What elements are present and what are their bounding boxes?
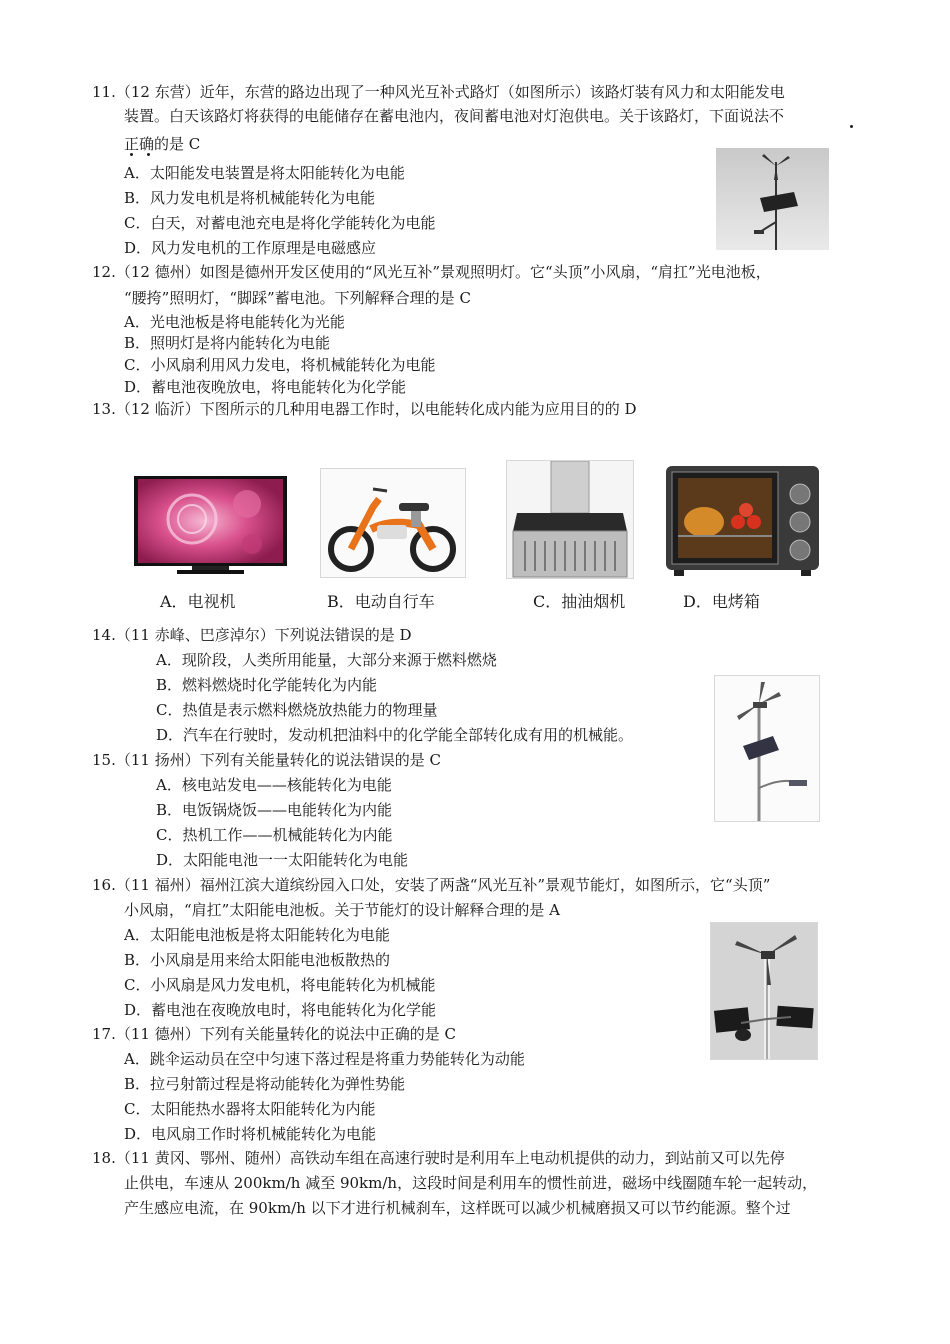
q16-option-c: C．小风扇是风力发电机，将电能转化为机械能 (124, 976, 436, 994)
q13-line1: 13.（12 临沂）下图所示的几种用电器工作时，以电能转化成内能为应用目的的 D (92, 400, 637, 418)
q13-label-b: B．电动自行车 (327, 592, 435, 611)
q11-option-c: C．白天，对蓄电池充电是将化学能转化为电能 (124, 214, 436, 232)
q17-option-a: A．跳伞运动员在空中匀速下落过程是将重力势能转化为动能 (124, 1050, 525, 1068)
q15-option-d: D．太阳能电池一一太阳能转化为电能 (156, 851, 409, 869)
q15-line1: 15.（11 扬州）下列有关能量转化的说法错误的是 C (92, 751, 441, 769)
q17-line1: 17.（11 德州）下列有关能量转化的说法中正确的是 C (92, 1025, 456, 1043)
q12-option-d: D．蓄电池夜晚放电，将电能转化为化学能 (124, 378, 407, 396)
q12-option-c: C．小风扇利用风力发电，将机械能转化为电能 (124, 356, 436, 374)
q12-line2: “腰挎”照明灯，“脚踩”蓄电池。下列解释合理的是 C (124, 289, 471, 307)
q18-line2: 止供电，车速从 200km/h 减至 90km/h，这段时间是利用车的惯性前进，磁场中线圈随车轮一起转动， (124, 1174, 818, 1192)
emphasis-dot (147, 153, 150, 156)
q14-line1: 14.（11 赤峰、巴彦淖尔）下列说法错误的是 D (92, 626, 412, 644)
q14-option-d: D．汽车在行驶时，发动机把油料中的化学能全部转化成有用的机械能。 (156, 726, 634, 744)
emphasis-dot (850, 125, 853, 128)
q12-line1: 12.（12 德州）如图是德州开发区使用的“风光互补”景观照明灯。它“头顶”小风扇，“肩扛”光电池板， (92, 263, 771, 281)
q11-line1: 11.（12 东营）近年，东营的路边出现了一种风光互补式路灯（如图所示）该路灯装有风力和太阳能发电 (92, 83, 785, 101)
q11-option-b: B．风力发电机是将机械能转化为电能 (124, 189, 376, 207)
street-lamp-photo-q11 (716, 148, 829, 250)
q16-option-d: D．蓄电池在夜晚放电时，将电能转化为化学能 (124, 1001, 437, 1019)
q12-option-a: A．光电池板是将电能转化为光能 (124, 313, 345, 331)
q13-label-a: A．电视机 (160, 592, 236, 611)
q12-option-b: B．照明灯是将内能转化为电能 (124, 334, 331, 352)
q17-option-c: C．太阳能热水器将太阳能转化为内能 (124, 1100, 376, 1118)
q14-option-b: B．燃料燃烧时化学能转化为内能 (156, 676, 378, 694)
electric-oven-photo (664, 462, 821, 578)
emphasis-dot (130, 153, 133, 156)
tv-photo (132, 474, 289, 576)
q17-option-b: B．拉弓射箭过程是将动能转化为弹性势能 (124, 1075, 406, 1093)
electric-bicycle-photo (320, 468, 466, 578)
wind-solar-lamp-photo-q16 (710, 922, 818, 1060)
q15-option-a: A．核电站发电——核能转化为电能 (156, 776, 392, 794)
q11-line2: 装置。白天该路灯将获得的电能储存在蓄电池内，夜间蓄电池对灯泡供电。关于该路灯，下面说法不 (124, 107, 785, 125)
q14-option-a: A．现阶段，人类所用能量，大部分来源于燃料燃烧 (156, 651, 497, 669)
q15-option-b: B．电饭锅烧饭——电能转化为内能 (156, 801, 393, 819)
q11-option-d: D．风力发电机的工作原理是电磁感应 (124, 239, 377, 257)
q11-option-a: A．太阳能发电装置是将太阳能转化为电能 (124, 164, 405, 182)
q18-line1: 18.（11 黄冈、鄂州、随州）高铁动车组在高速行驶时是利用车上电动机提供的动力，到站前又可以先停 (92, 1149, 785, 1167)
wind-solar-lamp-photo-q14 (714, 675, 820, 822)
q16-option-a: A．太阳能电池板是将太阳能转化为电能 (124, 926, 390, 944)
q13-label-c: C．抽油烟机 (533, 592, 626, 611)
q11-line3: 正确的是 C (124, 135, 201, 153)
q13-label-d: D．电烤箱 (683, 592, 760, 611)
q17-option-d: D．电风扇工作时将机械能转化为电能 (124, 1125, 377, 1143)
q18-line3: 产生感应电流，在 90km/h 以下才进行机械刹车，这样既可以减少机械磨损又可以节约能源。整个过 (124, 1199, 791, 1217)
q15-option-c: C．热机工作——机械能转化为内能 (156, 826, 393, 844)
q16-line1: 16.（11 福州）福州江滨大道缤纷园入口处，安装了两盏“风光互补”景观节能灯，如图所示，它“头顶” (92, 876, 771, 894)
range-hood-photo (506, 460, 634, 579)
q14-option-c: C．热值是表示燃料燃烧放热能力的物理量 (156, 701, 438, 719)
q16-line2: 小风扇，“肩扛”太阳能电池板。关于节能灯的设计解释合理的是 A (124, 901, 560, 919)
q16-option-b: B．小风扇是用来给太阳能电池板散热的 (124, 951, 391, 969)
